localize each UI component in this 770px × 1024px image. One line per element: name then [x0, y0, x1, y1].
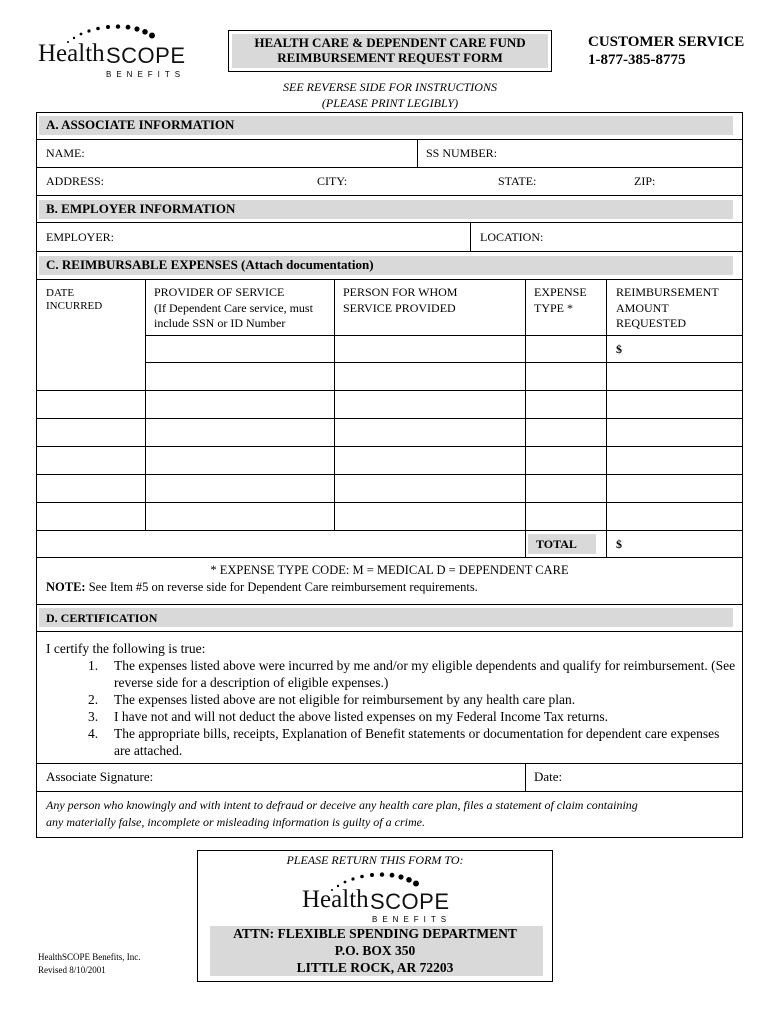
certification-item-2: The expenses listed above are not eligible for reimbursement by any health care plan. — [114, 692, 576, 707]
zip-label: ZIP: — [634, 174, 656, 188]
date-label: Date: — [534, 769, 563, 784]
person-cell[interactable] — [335, 336, 524, 362]
location-field[interactable] — [552, 223, 740, 250]
expense-type-code: * EXPENSE TYPE CODE: M = MEDICAL D = DEPENDENT CARE — [210, 563, 569, 577]
col-amount-header-2: AMOUNT — [616, 301, 669, 315]
logo-scope-text: SCOPE — [370, 889, 450, 914]
amount-cell[interactable] — [607, 336, 742, 362]
note-line — [46, 580, 478, 594]
instructions-line1: SEE REVERSE SIDE FOR INSTRUCTIONS — [283, 80, 497, 94]
return-healthscope-logo — [302, 870, 462, 926]
address-field[interactable] — [112, 168, 312, 194]
section-c-heading: C. REIMBURSABLE EXPENSES (Attach documentation) — [46, 257, 374, 272]
total-dollar-sign: $ — [616, 537, 622, 551]
logo-benefits-text: BENEFITS — [372, 915, 452, 924]
return-heading: PLEASE RETURN THIS FORM TO: — [286, 853, 464, 867]
logo-health-text: Health — [302, 886, 369, 913]
col-provider-header-3: include SSN or ID Number — [154, 316, 286, 330]
ss-number-field[interactable] — [502, 140, 740, 166]
certification-item-1: The expenses listed above were incurred by me and/or my eligible dependents and qualify for reimbursement. (See reverse side for a description of eligible expenses.) — [114, 658, 736, 690]
state-label: STATE: — [498, 174, 537, 188]
certification-intro: I certify the following is true: — [46, 641, 206, 656]
healthscope-logo — [38, 22, 198, 84]
col-provider-header-1: PROVIDER OF SERVICE — [154, 285, 285, 299]
provider-cell[interactable] — [146, 336, 333, 362]
table-row[interactable] — [37, 363, 742, 390]
col-amount-header-1: REIMBURSEMENT — [616, 285, 719, 299]
return-city: LITTLE ROCK, AR 72203 — [296, 960, 454, 975]
logo-scope-text: SCOPE — [106, 43, 186, 68]
ss-number-label: SS NUMBER: — [426, 146, 498, 160]
col-person-header-2: SERVICE PROVIDED — [343, 301, 456, 315]
list-item: 1. The expenses listed above were incurred by me and/or my eligible dependents and qualify for reimbursement. (See reverse side for a description of eligible expenses.) — [88, 658, 736, 690]
logo-benefits-text: BENEFITS — [106, 70, 186, 79]
dollar-sign: $ — [616, 342, 622, 356]
type-cell[interactable] — [526, 336, 605, 362]
table-row[interactable] — [37, 475, 742, 502]
list-item: 2. The expenses listed above are not eligible for reimbursement by any health care plan. — [88, 692, 576, 707]
form-title-line2: REIMBURSEMENT REQUEST FORM — [277, 50, 503, 65]
address-label: ADDRESS: — [46, 174, 105, 188]
certification-list — [88, 657, 736, 759]
table-row[interactable] — [37, 503, 742, 530]
table-row — [37, 336, 742, 362]
associate-signature-field[interactable] — [164, 764, 520, 790]
col-date-header-2: INCURRED — [46, 300, 103, 312]
logo-health-text: Health — [38, 40, 105, 67]
date-cell[interactable] — [37, 336, 144, 362]
return-po-box: P.O. BOX 350 — [334, 943, 416, 958]
name-label: NAME: — [46, 146, 85, 160]
list-item: 3. I have not and will not deduct the above listed expenses on my Federal Income Tax returns. — [88, 709, 609, 724]
list-item: 4. The appropriate bills, receipts, Explanation of Benefit statements or documentation for dependent care expenses are attached. — [88, 726, 720, 758]
return-attn: ATTN: FLEXIBLE SPENDING DEPARTMENT — [233, 926, 517, 941]
form-title-box — [228, 30, 552, 72]
customer-service-phone: 1-877-385-8775 — [588, 52, 686, 68]
zip-field[interactable] — [662, 168, 740, 194]
state-field[interactable] — [544, 168, 630, 194]
col-date-header-1: DATE — [46, 287, 75, 299]
col-type-header-2: TYPE * — [534, 301, 573, 315]
certification-item-4: The appropriate bills, receipts, Explanation of Benefit statements or documentation for dependent care expenses are attached. — [114, 726, 720, 758]
total-label: TOTAL — [536, 537, 577, 551]
city-label: CITY: — [317, 174, 348, 188]
section-b-heading: B. EMPLOYER INFORMATION — [46, 201, 236, 216]
employer-field[interactable] — [120, 223, 466, 250]
form-title-line1: HEALTH CARE & DEPENDENT CARE FUND — [254, 35, 526, 50]
employer-label: EMPLOYER: — [46, 230, 115, 244]
footer-company: HealthSCOPE Benefits, Inc. — [38, 952, 141, 962]
col-person-header-1: PERSON FOR WHOM — [343, 285, 458, 299]
note-text: See Item #5 on reverse side for Dependent Care reimbursement requirements. — [85, 580, 478, 594]
footer-revised: Revised 8/10/2001 — [38, 965, 106, 975]
certification-item-3: I have not and will not deduct the above listed expenses on my Federal Income Tax returns. — [114, 709, 609, 724]
section-a-heading: A. ASSOCIATE INFORMATION — [46, 117, 235, 132]
associate-signature-label: Associate Signature: — [46, 769, 154, 784]
name-field[interactable] — [100, 140, 414, 166]
total-amount-field[interactable] — [628, 531, 740, 557]
table-row[interactable] — [37, 419, 742, 446]
table-row[interactable] — [37, 447, 742, 474]
instructions-line2: (PLEASE PRINT LEGIBLY) — [321, 96, 459, 110]
fraud-warning-line1: Any person who knowingly and with intent to defraud or deceive any health care plan, files a statement of claim containing — [46, 798, 638, 812]
col-type-header-1: EXPENSE — [534, 285, 587, 299]
city-field[interactable] — [354, 168, 494, 194]
customer-service-label: CUSTOMER SERVICE — [588, 34, 745, 50]
col-amount-header-3: REQUESTED — [616, 316, 686, 330]
col-provider-header-2: (If Dependent Care service, must — [154, 301, 313, 315]
location-label: LOCATION: — [480, 230, 544, 244]
section-d-heading: D. CERTIFICATION — [46, 611, 158, 625]
fraud-warning-line2: any materially false, incomplete or misleading information is guilty of a crime. — [46, 815, 425, 829]
table-row[interactable] — [37, 391, 742, 418]
signature-date-field[interactable] — [572, 764, 740, 790]
note-label: NOTE: — [46, 580, 86, 594]
